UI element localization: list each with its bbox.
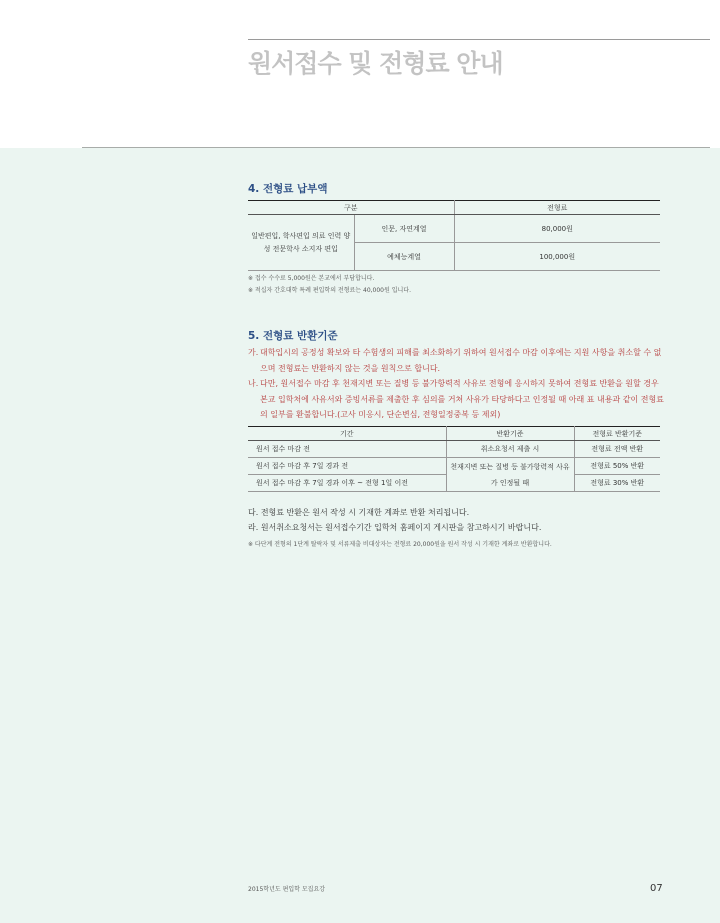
section-4-title: 4. 전형료 납부액 <box>248 183 328 195</box>
info-line: 라. 원서취소요청서는 원서접수기간 입학처 홈페이지 게시판을 참고하시기 바랍니다. <box>248 523 542 532</box>
fee-table-field: 인문, 자연계열 <box>354 215 454 243</box>
top-rule <box>248 39 710 40</box>
refund-note: ※ 다단계 전형의 1단계 탈락자 및 서류제출 비대상자는 전형료 20,000원을 원서 작성 시 기재한 계좌로 반환합니다. <box>248 541 552 548</box>
fee-table-fee: 80,000원 <box>454 215 660 243</box>
fee-notes <box>248 273 411 297</box>
fee-table <box>248 200 660 271</box>
fee-table-header-category: 구분 <box>248 201 454 215</box>
fee-note: ※ 접수 수수료 5,000원은 본교에서 부담합니다. <box>248 275 375 282</box>
refund-table-header-refund: 전형료 반환기준 <box>574 427 660 441</box>
refund-table-period: 원서 접수 마감 전 <box>248 441 446 458</box>
fee-table-category: 일반편입, 학사편입 의료 인력 양성 전문학사 소지자 편입 <box>248 215 354 271</box>
refund-table-criteria: 천재지변 또는 질병 등 불가항력적 사유가 인정될 때 <box>446 458 574 492</box>
fee-table-header-fee: 전형료 <box>454 201 660 215</box>
policy-item-lead: 나. <box>248 379 259 388</box>
header-area <box>0 0 720 148</box>
refund-table-period: 원서 접수 마감 후 7일 경과 전 <box>248 458 446 475</box>
policy-item-text: 대학입시의 공정성 확보와 타 수험생의 피해를 최소화하기 위하여 원서접수 마감 이후에는 지원 사항을 취소할 수 없으며 전형료는 반환하지 않는 것을 원칙으로 합니다. <box>260 348 662 373</box>
refund-table-refund: 전형료 50% 반환 <box>574 458 660 475</box>
page-number: 07 <box>650 883 663 894</box>
refund-table-refund: 전형료 전액 반환 <box>574 441 660 458</box>
fee-note: ※ 적십자 간호대학 특례 편입학의 전형료는 40,000원 입니다. <box>248 287 411 294</box>
policy-item-lead: 가. <box>248 348 259 357</box>
policy-item <box>248 345 664 376</box>
page-title: 원서접수 및 전형료 안내 <box>248 49 503 78</box>
refund-table <box>248 426 660 492</box>
policy-item <box>248 376 664 423</box>
refund-table-refund: 전형료 30% 반환 <box>574 475 660 492</box>
info-line: 다. 전형료 반환은 원서 작성 시 기재한 계좌로 반환 처리됩니다. <box>248 508 470 517</box>
footer-document-title: 2015학년도 편입학 모집요강 <box>248 886 326 893</box>
refund-additional-info <box>248 505 541 535</box>
refund-table-header-criteria: 반환기준 <box>446 427 574 441</box>
header-divider <box>82 147 710 148</box>
policy-item-text: 다만, 원서접수 마감 후 천재지변 또는 질병 등 불가항력적 사유로 전형에 응시하지 못하여 전형료 반환을 원할 경우 본교 입학처에 사유서와 증빙서류를 제출한 후 심의를 거쳐 사유가 타당하다고 인정될 때 아래 표 내용과 같이 전형료의 일부를 환불합니다.(고사 미응시, 단순변심, 전형일정중복 등 제외) <box>260 379 664 419</box>
refund-table-header-period: 기간 <box>248 427 446 441</box>
refund-table-period: 원서 접수 마감 후 7일 경과 이후 ~ 전형 1일 이전 <box>248 475 446 492</box>
fee-table-field: 예체능계열 <box>354 243 454 271</box>
fee-table-fee: 100,000원 <box>454 243 660 271</box>
section-5-title: 5. 전형료 반환기준 <box>248 330 338 342</box>
refund-table-criteria: 취소요청서 제출 시 <box>446 441 574 458</box>
refund-policy-text <box>248 345 664 423</box>
